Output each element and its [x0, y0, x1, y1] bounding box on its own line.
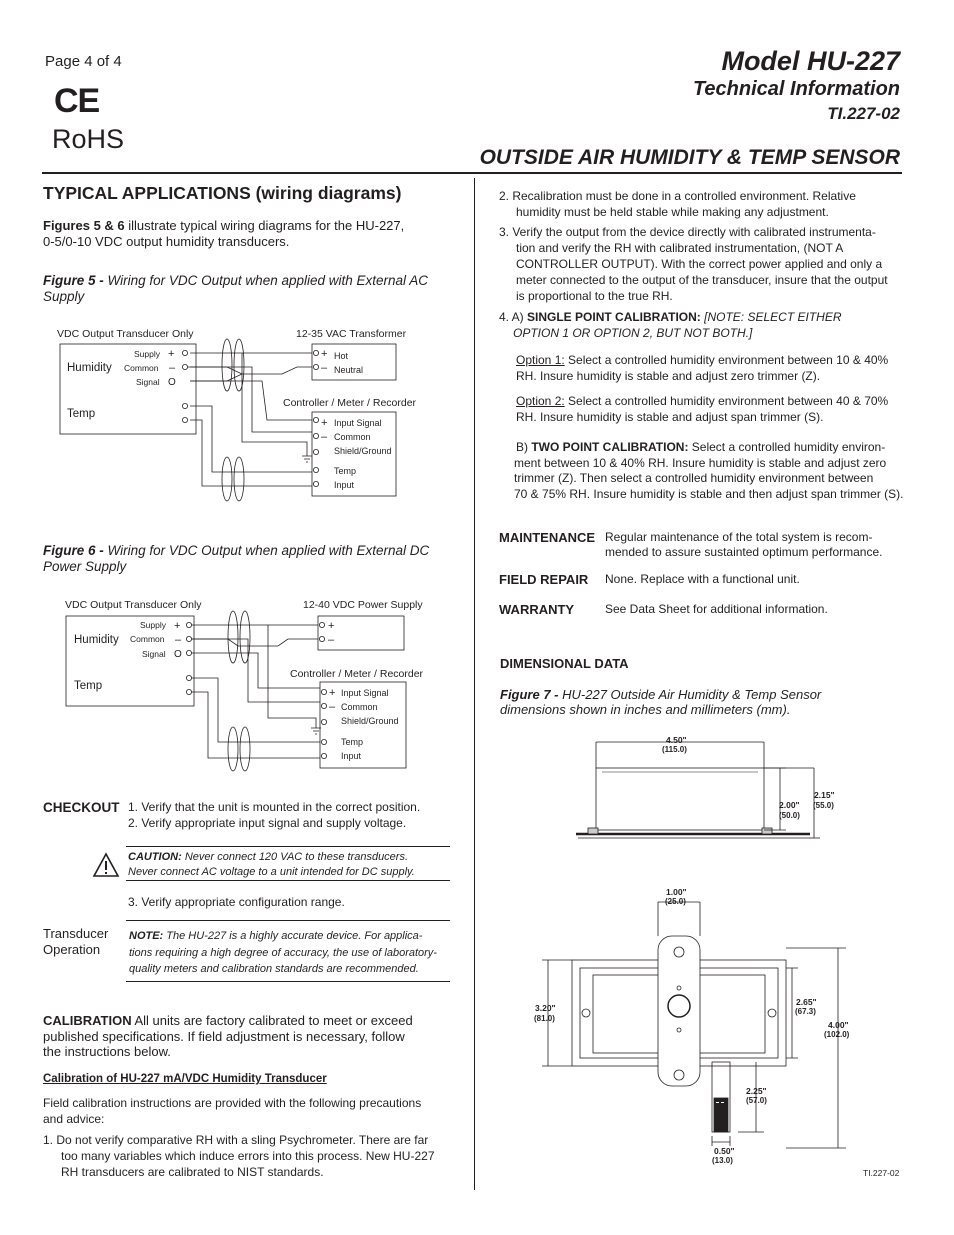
svg-text:–: – — [329, 701, 336, 713]
svg-text:–: – — [175, 634, 182, 646]
fig5-input-label: Input — [334, 480, 355, 490]
svg-text:+: + — [321, 348, 328, 360]
field-repair-text: None. Replace with a functional unit. — [605, 572, 800, 586]
figure6-wiring-diagram — [58, 594, 428, 784]
fig5-humidity-label: Humidity — [67, 362, 112, 374]
fig7-bottom-mm: (13.0) — [712, 1156, 733, 1165]
maintenance-text: Regular maintenance of the total system is recom- mended to assure sustainted optimum performance. — [605, 530, 883, 559]
caution-bottom-rule — [126, 880, 450, 881]
fig5-temp-label: Temp — [67, 408, 96, 420]
fig7-h1-in: 2.00" — [779, 800, 800, 810]
fig5-input-signal-label: Input Signal — [334, 418, 382, 428]
fig6-humidity-label: Humidity — [74, 634, 119, 646]
header-rule — [42, 172, 902, 174]
svg-text:–: – — [169, 362, 176, 374]
fig7-tail-in: 2.25" — [746, 1086, 767, 1096]
svg-text:–: – — [328, 634, 335, 646]
maintenance-label: MAINTENANCE — [499, 530, 596, 545]
fig5-shield-label: Shield/Ground — [334, 446, 392, 456]
calibration-paragraph: CALIBRATION All units are factory calibrated to meet or exceed published specifications. If field adjustment is necessary, follow the instructions below. — [43, 1013, 413, 1059]
fig6-shield-label: Shield/Ground — [341, 716, 399, 726]
svg-text:+: + — [328, 620, 335, 632]
fig7-mid-in: 2.65" — [796, 997, 817, 1007]
fig6-input-label: Input — [341, 751, 362, 761]
fig7-right-mm: (102.0) — [824, 1030, 850, 1039]
fig5-signal-label: Signal — [136, 377, 160, 387]
checkout-label: CHECKOUT — [43, 800, 120, 815]
fig6-source-title: 12-40 VDC Power Supply — [303, 599, 423, 611]
field-repair-label: FIELD REPAIR — [499, 572, 589, 587]
fig7-top-mm: (25.0) — [665, 897, 686, 906]
page-title: OUTSIDE AIR HUMIDITY & TEMP SENSOR — [479, 146, 900, 169]
svg-text:+: + — [321, 417, 328, 429]
ce-mark-logo: CE — [54, 82, 100, 120]
section-title: TYPICAL APPLICATIONS (wiring diagrams) — [43, 183, 402, 203]
figure7-side-view — [530, 730, 860, 850]
fig7-width-mm: (115.0) — [662, 745, 687, 754]
calibration-intro: Field calibration instructions are provided with the following precautions and advice: — [43, 1096, 422, 1126]
caution-top-rule — [126, 846, 450, 847]
fig7-right-in: 4.00" — [828, 1020, 849, 1030]
transducer-operation-label: Transducer Operation — [43, 926, 109, 957]
option-2: Option 2: Select a controlled humidity environment between 40 & 70% RH. Insure humidity is stable and adjust span trimmer (S). — [516, 394, 889, 424]
checkout-step-2: 2. Verify appropriate input signal and supply voltage. — [128, 816, 407, 830]
calibration-item-2: 2. Recalibration must be done in a controlled environment. Relative humidity must be held stable while making any adjustment. — [499, 189, 856, 219]
fig7-left-in: 3.20" — [535, 1003, 556, 1013]
two-point-calibration: B) TWO POINT CALIBRATION: Select a controlled humidity environ- ment between 10 & 40% RH. Insure humidity is stable and adjust zero trimmer (Z). Then select a controlled humidity environment between 70 & 75% RH. Insure humidity is stable and then adjust span trimmer (S). — [514, 440, 904, 501]
fig6-supply-label: Supply — [140, 620, 166, 630]
calibration-item-1: 1. Do not verify comparative RH with a sling Psychrometer. There are far too many variables which induce errors into this process. New HU-227 RH transducers are calibrated to NIST standards. — [43, 1133, 435, 1179]
fig7-h2-in: 2.15" — [814, 790, 835, 800]
figure6-caption: Figure 6 - Wiring for VDC Output when applied with External DC Power Supply — [43, 543, 430, 574]
fig7-left-mm: (81.0) — [534, 1014, 555, 1023]
fig6-controller-title: Controller / Meter / Recorder — [290, 668, 424, 680]
figure5-caption: Figure 5 - Wiring for VDC Output when applied with External AC Supply — [43, 273, 429, 304]
fig6-transducer-title: VDC Output Transducer Only — [65, 599, 202, 611]
fig5-neutral-label: Neutral — [334, 365, 364, 375]
calibration-subtitle: Calibration of HU-227 mA/VDC Humidity Transducer — [43, 1073, 327, 1085]
fig7-mid-mm: (67.3) — [795, 1007, 816, 1016]
model-title: Model HU-227 — [721, 46, 900, 76]
note-top-rule — [126, 920, 450, 921]
fig6-common-in-label: Common — [341, 702, 378, 712]
calibration-item-3: 3. Verify the output from the device directly with calibrated instrumenta- tion and verify the RH with calibrated instrumentation, (NOT A CONTROLLER OUTPUT). With the correct power applied and only a meter connected to the output of the transducer, insure that the output is proportional to the true RH. — [499, 225, 888, 303]
figure5-wiring-diagram — [52, 322, 422, 512]
intro-paragraph: Figures 5 & 6 illustrate typical wiring diagrams for the HU-227, 0-5/0-10 VDC output humidity transducers. — [43, 218, 405, 249]
svg-text:+: + — [168, 348, 175, 360]
column-divider — [474, 178, 475, 1190]
warranty-text: See Data Sheet for additional information. — [605, 602, 828, 616]
svg-text:O: O — [168, 377, 176, 388]
fig5-temp-in-label: Temp — [334, 466, 357, 476]
fig5-hot-label: Hot — [334, 351, 349, 361]
accuracy-note: NOTE: The HU-227 is a highly accurate device. For applica- tions requiring a high degree of accuracy, the use of laboratory- quality meters and calibration standards are recommended. — [129, 930, 437, 975]
fig7-width-in: 4.50" — [666, 735, 687, 745]
option-1: Option 1: Select a controlled humidity environment between 10 & 40% RH. Insure humidity is stable and adjust zero trimmer (Z). — [516, 353, 889, 383]
footer-code: TI.227-02 — [863, 1168, 900, 1178]
fig7-bottom-in: 0.50" — [714, 1146, 735, 1156]
fig6-input-signal-label: Input Signal — [341, 688, 389, 698]
doc-code: TI.227-02 — [827, 104, 900, 123]
svg-text:–: – — [321, 431, 328, 443]
fig5-source-title: 12-35 VAC Transformer — [296, 328, 407, 340]
svg-text:+: + — [329, 687, 336, 699]
figure7-caption: Figure 7 - HU-227 Outside Air Humidity & Temp Sensor dimensions shown in inches and millimeters (mm). — [500, 687, 822, 717]
rohs-logo: RoHS — [52, 124, 125, 154]
figure7-front-view — [528, 880, 868, 1170]
fig7-top-in: 1.00" — [666, 887, 687, 897]
fig5-controller-title: Controller / Meter / Recorder — [283, 397, 417, 409]
svg-text:O: O — [174, 649, 182, 660]
fig7-h2-mm: (55.0) — [813, 801, 834, 810]
fig5-transducer-title: VDC Output Transducer Only — [57, 328, 194, 340]
fig5-common-in-label: Common — [334, 432, 371, 442]
note-bottom-rule — [126, 981, 450, 982]
caution-note: CAUTION: Never connect 120 VAC to these transducers. Never connect AC voltage to a unit intended for DC supply. — [128, 851, 415, 878]
fig7-tail-mm: (57.0) — [746, 1096, 767, 1105]
warranty-label: WARRANTY — [499, 602, 575, 617]
tech-info-subtitle: Technical Information — [692, 78, 900, 100]
fig6-common-label: Common — [130, 634, 165, 644]
svg-text:–: – — [321, 362, 328, 374]
warning-icon — [92, 852, 120, 878]
fig5-supply-label: Supply — [134, 349, 160, 359]
page-number: Page 4 of 4 — [45, 53, 122, 70]
fig6-signal-label: Signal — [142, 649, 166, 659]
checkout-step-1: 1. Verify that the unit is mounted in the correct position. — [128, 800, 421, 814]
calibration-item-4a: 4. A) SINGLE POINT CALIBRATION: [NOTE: SELECT EITHER OPTION 1 OR OPTION 2, BUT NOT BOTH.] — [499, 310, 842, 340]
dimensional-data-title: DIMENSIONAL DATA — [500, 656, 629, 671]
checkout-step-3: 3. Verify appropriate configuration range. — [128, 895, 345, 909]
svg-text:+: + — [174, 620, 181, 632]
fig6-temp-in-label: Temp — [341, 737, 364, 747]
fig5-common-label: Common — [124, 363, 159, 373]
fig7-h1-mm: (50.0) — [779, 811, 800, 820]
fig6-temp-label: Temp — [74, 680, 103, 692]
